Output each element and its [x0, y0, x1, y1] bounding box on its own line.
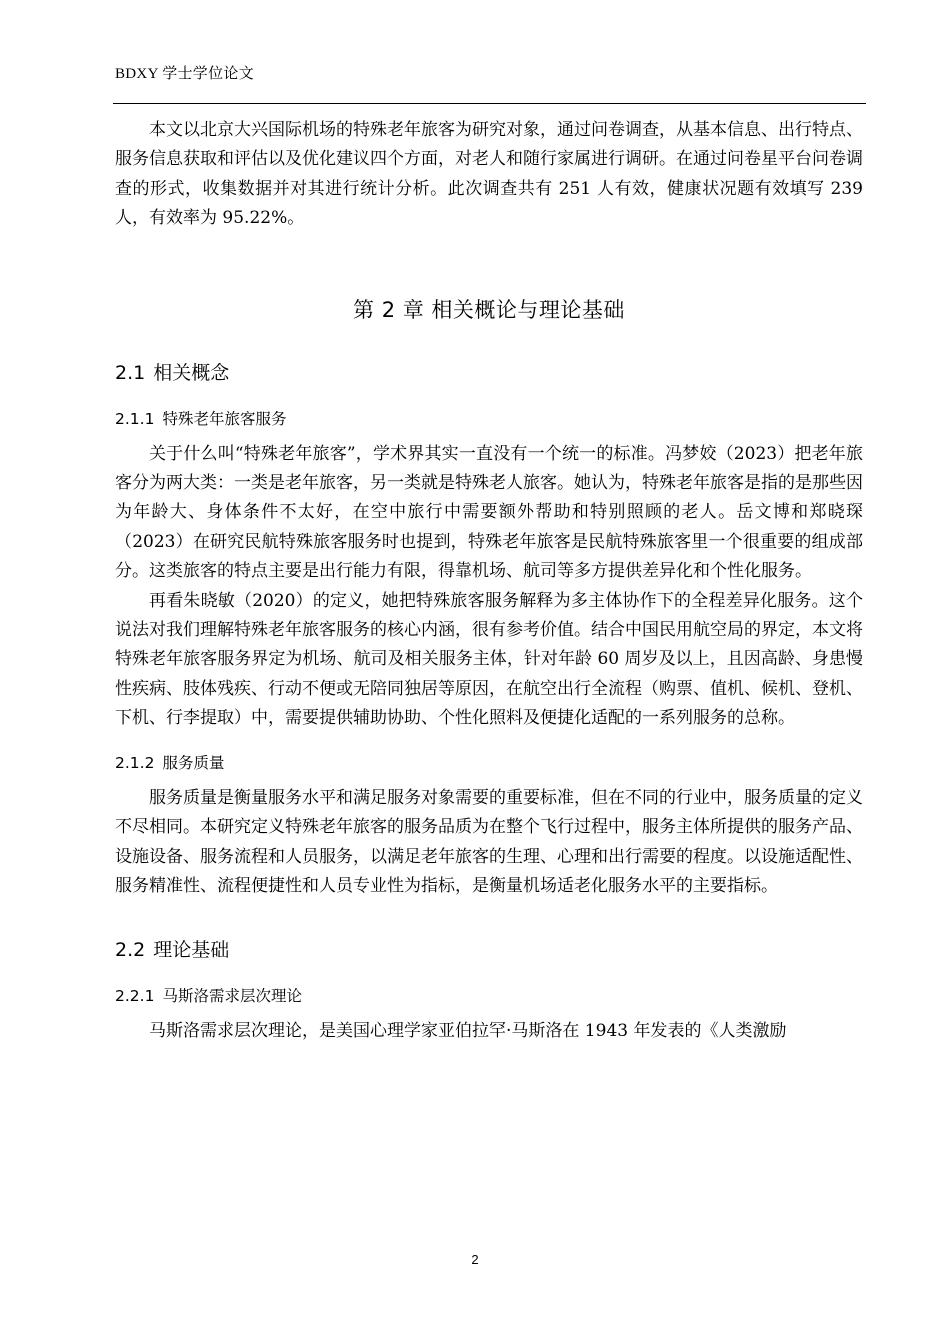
body-paragraph: 服务质量是衡量服务水平和满足服务对象需要的重要标准，但在不同的行业中，服务质量的定义不尽相同。本研究定义特殊老年旅客的服务品质为在整个飞行过程中，服务主体所提供的服务产品、设施设备、服务流程和人员服务，以满足老年旅客的生理、心理和出行需要的程度。以设施适配性、服务精准性、流程便捷性和人员专业性为指标，是衡量机场适老化服务水平的主要指标。 — [115, 787, 863, 896]
subsection-heading-2-1-2 — [115, 748, 863, 778]
subsection-number: 2.2.1 — [115, 987, 155, 1006]
section-title: 理论基础 — [153, 939, 230, 962]
intro-paragraph: 本文以北京大兴国际机场的特殊老年旅客为研究对象，通过问卷调查，从基本信息、出行特点、服务信息获取和评估以及优化建议四个方面，对老人和随行家属进行调研。在通过问卷星平台问卷调查的形式，收集数据并对其进行统计分析。此次调查共有 251 人有效，健康状况题有效填写 239 人，有效率为 95.22%。 — [115, 120, 863, 229]
running-header: BDXY 学士学位论文 — [115, 66, 254, 82]
page-body — [115, 116, 863, 1047]
body-paragraph: 马斯洛需求层次理论，是美国心理学家亚伯拉罕·马斯洛在 1943 年发表的《人类激励 — [149, 1021, 787, 1042]
subsection-number: 2.1.2 — [115, 753, 155, 772]
body-paragraph: 再看朱晓敏（2020）的定义，她把特殊旅客服务解释为多主体协作下的全程差异化服务。这个说法对我们理解特殊老年旅客服务的核心内涵，很有参考价值。结合中国民用航空局的界定，本文将特殊老年旅客服务界定为机场、航司及相关服务主体，针对年龄 60 周岁及以上，且因高龄、身患慢性疾病、肢体残疾、行动不便或无陪同独居等原因，在航空出行全流程（购票、值机、候机、登机、下机、行李提取）中，需要提供辅助协助、个性化照料及便捷化适配的一系列服务的总称。 — [115, 590, 863, 729]
subsection-title: 服务质量 — [162, 753, 225, 772]
subsection-title: 马斯洛需求层次理论 — [162, 987, 302, 1006]
body-paragraph: 关于什么叫“特殊老年旅客”，学术界其实一直没有一个统一的标准。冯梦姣（2023）把老年旅客分为两大类：一类是老年旅客，另一类就是特殊老人旅客。她认为，特殊老年旅客是指的是那些因为年龄大、身体条件不太好，在空中旅行中需要额外帮助和特别照顾的老人。岳文博和郑晓琛（2023）在研究民航特殊旅客服务时也提到，特殊老年旅客是民航特殊旅客里一个很重要的组成部分。这类旅客的特点主要是出行能力有限，得靠机场、航司等多方提供差异化和个性化服务。 — [115, 443, 863, 582]
section-number: 2.2 — [115, 939, 146, 962]
section-heading-2-1 — [115, 354, 863, 392]
chapter-title: 第 2 章 相关概论与理论基础 — [353, 297, 625, 322]
section-heading-2-2 — [115, 931, 863, 969]
section-title: 相关概念 — [153, 361, 230, 384]
page-number: 2 — [471, 1252, 479, 1267]
subsection-heading-2-2-1 — [115, 981, 863, 1011]
subsection-title: 特殊老年旅客服务 — [162, 409, 287, 428]
header-divider — [113, 103, 866, 104]
subsection-number: 2.1.1 — [115, 409, 155, 428]
section-number: 2.1 — [115, 361, 146, 384]
subsection-heading-2-1-1 — [115, 404, 863, 434]
